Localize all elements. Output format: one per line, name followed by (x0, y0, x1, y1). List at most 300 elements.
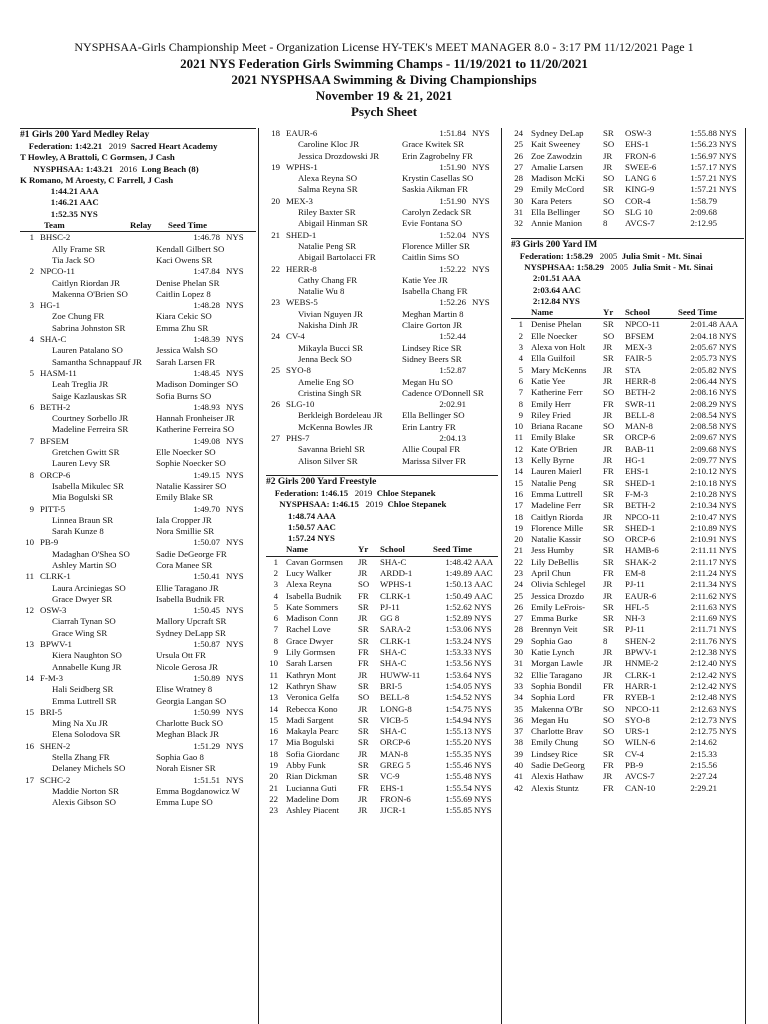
place: 20 (269, 771, 278, 782)
school-code: HARR-1 (625, 680, 657, 691)
standard-time: 2:12.84 (511, 295, 563, 306)
school-code: HG-1 (625, 455, 646, 466)
seed-time: 1:50.07 (193, 537, 220, 548)
school-code: HNME-2 (625, 658, 659, 669)
place: 34 (514, 692, 523, 703)
nysphsaa-record (511, 262, 744, 273)
swimmer-name: Maddie Norton SR (52, 785, 119, 796)
standard-code: AAA (316, 510, 336, 521)
team-relay: SLG-10 (286, 399, 315, 410)
place: 21 (269, 782, 278, 793)
entry-row (511, 545, 744, 556)
relay-swimmers (20, 526, 256, 537)
seed-time: 2:05.73 (690, 353, 717, 364)
place: 22 (269, 793, 278, 804)
class-year: SO (603, 195, 615, 206)
swimmer-name: Lucy Walker (286, 567, 332, 578)
seed-time: 1:57.21 (690, 184, 717, 195)
swimmer-name: Lauren Maierl (531, 466, 582, 477)
place: 17 (514, 500, 523, 511)
standard-code: NYS (474, 647, 492, 658)
relay-swimmers (266, 151, 498, 162)
swimmer-name: Sophia Lord (531, 692, 575, 703)
standard-code: NYS (719, 669, 737, 680)
school-code: SHAK-2 (625, 556, 657, 567)
header-seed: Seed Time (432, 544, 472, 555)
swimmer-name: Sarah Kunze 8 (52, 526, 104, 537)
place: 3 (273, 579, 278, 590)
swimmer-name: Madison Conn (286, 613, 339, 624)
relay-swimmers (20, 345, 256, 356)
place: 6 (29, 401, 34, 412)
swimmer-name: Katie Lynch (531, 647, 575, 658)
seed-time: 1:49.15 (193, 469, 220, 480)
class-year: FR (603, 680, 614, 691)
standard-code: NYS (80, 208, 98, 219)
header-relay: Relay (130, 220, 152, 231)
team-relay: SHED-1 (286, 229, 317, 240)
place: 7 (29, 435, 34, 446)
standard-code: NYS (719, 613, 737, 624)
swimmer-name: Madaghan O'Shea SO (52, 548, 130, 559)
standard-code: NYS (719, 590, 737, 601)
entry-row (511, 410, 744, 421)
place: 28 (514, 173, 523, 184)
team-relay: BHSC-2 (40, 232, 71, 243)
relay-swimmers (20, 684, 256, 695)
school-code: LONG-8 (380, 703, 412, 714)
standard-code: NYS (719, 375, 737, 386)
entry-row (511, 455, 744, 466)
entry-row (511, 771, 744, 782)
swimmer-name: Brennyn Veit (531, 624, 578, 635)
place: 11 (269, 669, 278, 680)
standard-code: NYS (474, 703, 492, 714)
place: 2 (273, 567, 278, 578)
class-year: SO (358, 579, 370, 590)
entry-row (511, 658, 744, 669)
event-title: #1 Girls 200 Yard Medley Relay (20, 130, 150, 140)
school-code: HUWW-11 (380, 669, 421, 680)
class-year: JR (358, 669, 368, 680)
swimmer-name: Alison Silver SR (298, 455, 358, 466)
school-code: F-M-3 (625, 488, 648, 499)
swimmer-name: Grace Wing SR (52, 627, 108, 638)
swimmer-name: Denise Phelan (531, 319, 582, 330)
entry-row (266, 715, 498, 726)
seed-time: 1:55.46 (445, 760, 472, 771)
swimmer-name: Kendall Gilbert SO (156, 243, 225, 254)
standard-code: NYS (719, 432, 737, 443)
entry-row (511, 737, 744, 748)
class-year: SR (358, 680, 369, 691)
relay-swimmers (20, 650, 256, 661)
swimmer-name: Gretchen Gwitt SR (52, 447, 120, 458)
seed-time: 1:54.75 (445, 703, 472, 714)
entry-row (511, 353, 744, 364)
swimmer-name: Natalie Kassirer SO (156, 480, 227, 491)
standard-code: NYS (719, 184, 737, 195)
place: 5 (29, 367, 34, 378)
standard-code: NYS (474, 714, 492, 725)
place: 29 (514, 635, 523, 646)
place: 15 (25, 706, 34, 717)
entry-row (511, 726, 744, 737)
seed-time: 2:04.18 (690, 330, 717, 341)
swimmer-name: Morgan Lawle (531, 658, 583, 669)
seed-time: 2:11.24 (690, 567, 717, 578)
swimmer-name: Nakisha Dinh JR (298, 320, 359, 331)
class-year: JR (603, 455, 613, 466)
standard-code: NYS (472, 161, 490, 172)
header-seed: Seed Time (168, 220, 208, 231)
school-code: SARA-2 (380, 624, 411, 635)
seed-time: 1:50.99 (193, 706, 220, 717)
swimmer-name: Mallory Upcraft SR (156, 616, 227, 627)
seed-time: 2:11.34 (690, 579, 717, 590)
record-label: Federation: 1:42.21 (20, 141, 103, 151)
relay-swimmers (266, 354, 498, 365)
entry-row (266, 658, 498, 669)
standard-code: AAC (79, 197, 99, 208)
school-code: BPWV-1 (625, 647, 657, 658)
place: 10 (514, 421, 523, 432)
standard-code: NYS (226, 232, 244, 243)
swimmer-name: Grace Dwyer SR (52, 593, 113, 604)
place: 27 (514, 613, 523, 624)
swimmer-name: Katherine Ferr (531, 387, 583, 398)
swimmer-name: Mary McKenns (531, 364, 587, 375)
swimmer-name: Caitlin Sims SO (402, 252, 460, 263)
place: 3 (29, 300, 34, 311)
standard-code: AAA (561, 273, 581, 284)
class-year: FR (358, 590, 369, 601)
relay-entry (20, 605, 256, 616)
seed-time: 1:49.08 (193, 435, 220, 446)
standard-code: NYS (719, 466, 737, 477)
header-seed: Seed Time (677, 307, 717, 318)
seed-time: 2:10.18 (690, 477, 717, 488)
seed-time: 1:53.06 (445, 624, 472, 635)
class-year: SR (603, 500, 614, 511)
qualifying-standard (266, 533, 498, 544)
meet-dates: November 19 & 21, 2021 (315, 88, 453, 103)
relay-swimmers (20, 560, 256, 571)
class-year: SR (358, 624, 369, 635)
relay-entry (20, 368, 256, 379)
standard-code: NYS (719, 647, 737, 658)
swimmer-name: Rebecca Kono (286, 703, 338, 714)
entry-row (511, 591, 744, 602)
school-code: KING-9 (625, 184, 655, 195)
relay-entry (266, 399, 498, 410)
relay-entry (20, 707, 256, 718)
standard-code: NYS (562, 295, 580, 306)
swimmer-name: Emma Lupe SO (156, 797, 213, 808)
seed-time: 1:55.85 (445, 805, 472, 816)
swimmer-name: Abigail Hinman SR (298, 218, 368, 229)
swimmer-name: Kate Sommers (286, 601, 339, 612)
relay-entry (20, 334, 256, 345)
entry-row (266, 568, 498, 579)
class-year: SR (603, 748, 614, 759)
record-swimmers: T Howley, A Brattoli, C Gormsen, J Cash (20, 152, 175, 163)
relay-entry (20, 571, 256, 582)
class-year: JR (603, 658, 613, 669)
swimmer-name: Salma Reyna SR (298, 184, 358, 195)
school-code: BRI-5 (380, 680, 402, 691)
school-code: VICB-5 (380, 714, 409, 725)
swimmer-name: Claire Gorton JR (402, 320, 463, 331)
relay-entry (266, 230, 498, 241)
swimmer-name: Kaci Owens SR (156, 254, 213, 265)
team-relay: F-M-3 (40, 672, 63, 683)
place: 10 (269, 658, 278, 669)
team-relay: MEX-3 (286, 195, 313, 206)
seed-time: 2:08.54 (690, 409, 717, 420)
swimmer-name: Meghan Black JR (156, 729, 220, 740)
school-code: SHED-1 (625, 522, 656, 533)
standard-code: NYS (719, 353, 737, 364)
entry-row (266, 602, 498, 613)
school-code: AVCS-7 (625, 771, 655, 782)
class-year: SO (603, 534, 615, 545)
swimmer-name: Kelly Byrne (531, 455, 575, 466)
swimmer-name: Sydney DeLapp SR (156, 627, 226, 638)
relay-entry (20, 402, 256, 413)
swimmer-name: Caitlyn Riorda (531, 511, 584, 522)
header-team: Team (44, 220, 65, 231)
team-relay: BRI-5 (40, 706, 62, 717)
spacer (266, 467, 498, 475)
seed-time: 2:09.68 (690, 207, 717, 218)
standard-code: NYS (472, 195, 490, 206)
swimmer-name: Amalie Larsen (531, 161, 584, 172)
seed-time: 2:10.89 (690, 522, 717, 533)
swimmer-name: Megan Hu (531, 714, 569, 725)
place: 24 (514, 128, 523, 138)
standard-code: NYS (719, 556, 737, 567)
seed-time: 1:55.54 (445, 782, 472, 793)
record-holder: Sacred Heart Academy (130, 141, 218, 151)
swimmer-name: Jessica Drozdowski JR (298, 150, 380, 161)
swimmer-name: Ellie Taragano JR (156, 582, 219, 593)
seed-time: 2:09.68 (690, 443, 717, 454)
class-year: FR (603, 398, 614, 409)
swimmer-name: Emily McCord (531, 184, 585, 195)
relay-swimmers (20, 311, 256, 322)
place: 27 (514, 161, 523, 172)
swimmer-name: Nora Smillie SR (156, 526, 215, 537)
column-divider (745, 128, 746, 1024)
seed-time: 1:51.90 (439, 161, 466, 172)
standard-code: AAC (474, 567, 493, 578)
entry-row (511, 557, 744, 568)
class-year: FR (358, 782, 369, 793)
standard-time: 1:46.21 (20, 197, 80, 208)
standard-code: NYS (226, 571, 244, 582)
swimmer-name: Lindsey Rice (531, 748, 578, 759)
standard-code: NYS (226, 503, 244, 514)
record-label: Federation: 1:46.15 (266, 487, 349, 498)
swimmer-name: Allie Coupal FR (402, 444, 461, 455)
school-code: STA (625, 364, 641, 375)
entry-row (511, 670, 744, 681)
seed-time: 1:48.28 (193, 300, 220, 311)
seed-time: 1:50.13 (445, 579, 472, 590)
class-year: SR (603, 477, 614, 488)
school-code: SHA-C (380, 556, 407, 567)
standard-code: NYS (474, 805, 492, 816)
place: 4 (518, 353, 523, 364)
swimmer-name: Natalie Peng SR (298, 240, 357, 251)
swimmer-name: Emma Bogdanowicz W (156, 785, 240, 796)
swimmer-name: Caroline Kloc JR (298, 139, 360, 150)
relay-entry (20, 537, 256, 548)
school-code: BETH-2 (625, 387, 656, 398)
entry-row (511, 444, 744, 455)
place: 41 (514, 771, 523, 782)
place: 25 (514, 139, 523, 150)
swimmer-name: Isabella Budnik (286, 590, 342, 601)
school-code: ORCP-6 (625, 432, 656, 443)
class-year: 8 (603, 218, 608, 229)
event-title: #3 Girls 200 Yard IM (511, 239, 598, 250)
qualifying-standard (20, 197, 256, 208)
entry-row (266, 647, 498, 658)
place: 13 (25, 639, 34, 650)
place: 8 (273, 635, 278, 646)
relay-swimmers (266, 207, 498, 218)
swimmer-name: Katherine Ferreira SO (156, 424, 235, 435)
standard-code: NYS (719, 522, 737, 533)
swimmer-name: Madison McKi (531, 173, 585, 184)
class-year: SO (358, 692, 370, 703)
standard-code: NYS (226, 774, 244, 785)
seed-time: 2:02.91 (439, 399, 466, 410)
swimmer-name: Florence Miller SR (402, 240, 470, 251)
standard-code: NYS (226, 334, 244, 345)
relay-entry (266, 331, 498, 342)
swimmer-name: Berkleigh Bordeleau JR (298, 410, 383, 421)
school-code: SLG 10 (625, 207, 653, 218)
place: 35 (514, 703, 523, 714)
swimmer-name: Ursula Ott FR (156, 650, 206, 661)
header-name: Name (286, 544, 308, 555)
class-year: SO (603, 139, 615, 150)
team-relay: BETH-2 (40, 401, 71, 412)
entry-row (511, 432, 744, 443)
swimmer-name: Stella Zhang FR (52, 752, 110, 763)
class-year: SO (603, 714, 615, 725)
class-year: FR (603, 466, 614, 477)
standard-code: NYS (226, 300, 244, 311)
school-code: ORCP-6 (380, 737, 411, 748)
school-code: EAUR-6 (625, 590, 657, 601)
place: 27 (271, 433, 280, 444)
class-year: JR (358, 703, 368, 714)
swimmer-name: Lucianna Guti (286, 782, 337, 793)
seed-time: 1:49.70 (193, 503, 220, 514)
standard-code: NYS (474, 635, 492, 646)
place: 14 (25, 672, 34, 683)
standard-code: NYS (719, 714, 737, 725)
seed-time: 1:51.51 (193, 774, 220, 785)
swimmer-name: Madeline Dom (286, 793, 340, 804)
place: 7 (518, 387, 523, 398)
relay-swimmers (20, 391, 256, 402)
relay-swimmers (266, 275, 498, 286)
swimmer-name: Sophia Bondil (531, 680, 582, 691)
swimmer-name: Abigail Bartolacci FR (298, 252, 376, 263)
team-relay: CV-4 (286, 331, 305, 342)
standard-code: NYS (474, 726, 492, 737)
standard-code: NYS (719, 500, 737, 511)
seed-time: 1:53.56 (445, 658, 472, 669)
swimmer-name: Isabella Mikulec SR (52, 480, 124, 491)
school-code: SYO-8 (625, 714, 650, 725)
swimmer-name: Cora Manee SR (156, 559, 213, 570)
school-code: MAN-8 (380, 748, 408, 759)
school-code: SHA-C (380, 658, 407, 669)
class-year: SR (358, 737, 369, 748)
swimmer-name: Saige Kazlauskas SR (52, 390, 127, 401)
swimmer-name: Kathryn Shaw (286, 680, 337, 691)
swimmer-name: Iala Cropper JR (156, 514, 212, 525)
standard-code: NYS (719, 398, 737, 409)
team-relay: HASM-11 (40, 367, 77, 378)
place: 36 (514, 714, 523, 725)
relay-swimmers (266, 184, 498, 195)
swimmer-name: Ming Na Xu JR (52, 718, 108, 729)
relay-swimmers (266, 139, 498, 150)
standard-code: NYS (474, 737, 492, 748)
swimmer-name: Tia Jack SO (52, 254, 95, 265)
seed-time: 1:57.21 (690, 173, 717, 184)
standard-time: 2:01.51 (511, 273, 562, 284)
entry-row (511, 647, 744, 658)
entry-row (511, 783, 744, 794)
entry-row (511, 151, 744, 162)
relay-swimmers (266, 444, 498, 455)
record-holder: Chloe Stepanek (387, 499, 447, 510)
class-year: SR (603, 488, 614, 499)
school-code: FRON-6 (380, 793, 411, 804)
relay-swimmers (20, 628, 256, 639)
swimmer-name: Mia Bogulski (286, 737, 335, 748)
class-year: SR (603, 624, 614, 635)
swimmer-name: Sofia Giordanc (286, 748, 340, 759)
seed-time: 1:53.33 (445, 647, 472, 658)
federation-record (511, 251, 744, 262)
entry-row (511, 523, 744, 534)
school-code: MAN-8 (625, 421, 653, 432)
swimmer-name: Lauren Patalano SO (52, 345, 123, 356)
relay-entry (20, 436, 256, 447)
team-relay: HERR-8 (286, 263, 317, 274)
seed-time: 2:10.12 (690, 466, 717, 477)
swimmer-name: Emma Luttrell SR (52, 695, 117, 706)
relay-swimmers (20, 515, 256, 526)
swimmer-name: Savanna Briehl SR (298, 444, 365, 455)
seed-time: 2:11.63 (690, 601, 717, 612)
swimmer-name: Makayla Pearc (286, 726, 339, 737)
swimmer-name: Ashley Martin SO (52, 559, 117, 570)
seed-time: 1:55.20 (445, 737, 472, 748)
relay-swimmers (20, 752, 256, 763)
place: 5 (518, 364, 523, 375)
team-relay: BPWV-1 (40, 639, 72, 650)
